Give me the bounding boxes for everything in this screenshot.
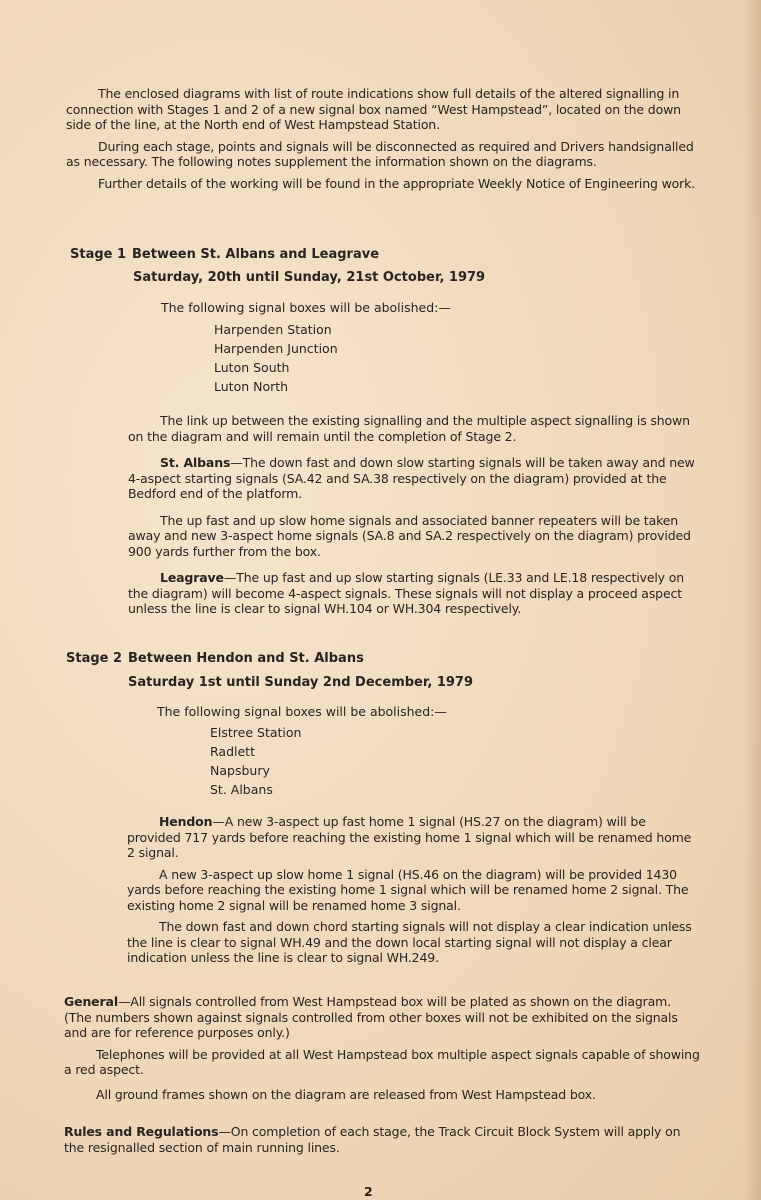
rules-paragraph [64,1124,702,1155]
ground-frames-paragraph: All ground frames shown on the diagram are released from West Hampstead box. [96,1086,596,1102]
stage-1-link-paragraph: The link up between the existing signalling and the multiple aspect signalling is shown on the diagram and will remain until the completion of Stage 2. [128,413,690,444]
list-item: Luton North [214,379,289,394]
list-item: Harpenden Station [214,322,332,337]
general-paragraph [64,994,702,1041]
st-albans-text: —The down fast and down slow starting signals will be taken away and new 4-aspect starting signals (SA.42 and SA.38 respectively on the diagram) provided at the Bedford end of the platform. [128,455,695,501]
rules-text: —On completion of each stage, the Track Circuit Block System will apply on the resignalled section of main running lines. [64,1124,681,1155]
stage-1-date: Saturday, 20th until Sunday, 21st October, 1979 [133,270,486,285]
stage-1-notes [128,413,698,617]
rules-section [64,1124,702,1155]
list-item: St. Albans [210,782,273,797]
stage-1-box-list [214,320,338,396]
leagrave-paragraph [128,570,698,617]
list-item: Radlett [210,744,255,759]
stage-2-date: Saturday 1st until Sunday 2nd December, 1979 [128,675,474,690]
stage-2-title: Between Hendon and St. Albans [128,651,364,666]
page-edge-shadow [743,0,761,1200]
stage-2-box-list [210,723,301,799]
list-item: Elstree Station [210,725,302,740]
leagrave-text: —The up fast and up slow starting signals (LE.33 and LE.18 respectively on the diagram) will become 4-aspect signals. These signals will not display a proceed aspect unless the line is clear to signal WH.104 or WH.304 respectively. [128,570,685,616]
list-item: Harpenden Junction [214,341,338,356]
list-item: Napsbury [210,763,270,778]
stage-2-boxes-intro: The following signal boxes will be abolished:— [157,704,447,719]
page-number: 2 [364,1184,373,1199]
intro-section [66,86,702,191]
st-albans-paragraph [128,455,698,502]
intro-paragraph-1: The enclosed diagrams with list of route indications show full details of the altered signalling in connection with Stages 1 and 2 of a new signal box named “West Hampstead”, located on the down side of the line, at the North end of West Hampstead Station. [66,86,681,132]
st-albans-heading: St. Albans [160,455,231,470]
rules-heading: Rules and Regulations [64,1124,219,1139]
stage-2-down-paragraph: The down fast and down chord starting signals will not display a clear indication unless the line is clear to signal WH.49 and the down local starting signal will not display a clear indication unless the line is clear to signal WH.249. [127,919,692,965]
hendon-heading: Hendon [159,814,213,829]
stage-2-notes [127,814,697,966]
stage-1-label: Stage 1 [70,247,127,262]
hendon-text: —A new 3-aspect up fast home 1 signal (HS.27 on the diagram) will be provided 717 yards before reaching the existing home 1 signal which will be renamed home 2 signal. [127,814,692,860]
general-text: —All signals controlled from West Hampstead box will be plated as shown on the diagram. (The numbers shown against signals controlled from other boxes will not be exhibited on the signals and are for reference purposes only.) [64,994,678,1040]
intro-paragraph-3: Further details of the working will be found in the appropriate Weekly Notice of Engineering work. [98,175,696,191]
hendon-paragraph [127,814,697,861]
stage-2-label: Stage 2 [66,651,123,666]
leagrave-heading: Leagrave [160,570,224,585]
general-section [64,994,702,1102]
stage-1-title: Between St. Albans and Leagrave [132,247,380,262]
stage-2-slow-paragraph: A new 3-aspect up slow home 1 signal (HS.46 on the diagram) will be provided 1430 yards before reaching the existing home 1 signal which will be renamed home 2 signal. The existing home 2 signal will be renamed home 3 signal. [127,866,689,913]
general-heading: General [64,994,118,1009]
telephones-paragraph: Telephones will be provided at all West Hampstead box multiple aspect signals capable of showing a red aspect. [64,1046,700,1077]
stage-1-boxes-intro: The following signal boxes will be abolished:— [161,300,451,315]
stage-1-up-signals-paragraph: The up fast and up slow home signals and associated banner repeaters will be taken away and new 3-aspect home signals (SA.8 and SA.2 respectively on the diagram) provided 900 yards further from the box. [128,512,691,559]
stage-2-heading [66,651,364,666]
stage-1-heading [70,247,379,262]
list-item: Luton South [214,360,290,375]
intro-paragraph-2: During each stage, points and signals will be disconnected as required and Drivers handsignalled as necessary. The following notes supplement the information shown on the diagrams. [66,138,694,169]
